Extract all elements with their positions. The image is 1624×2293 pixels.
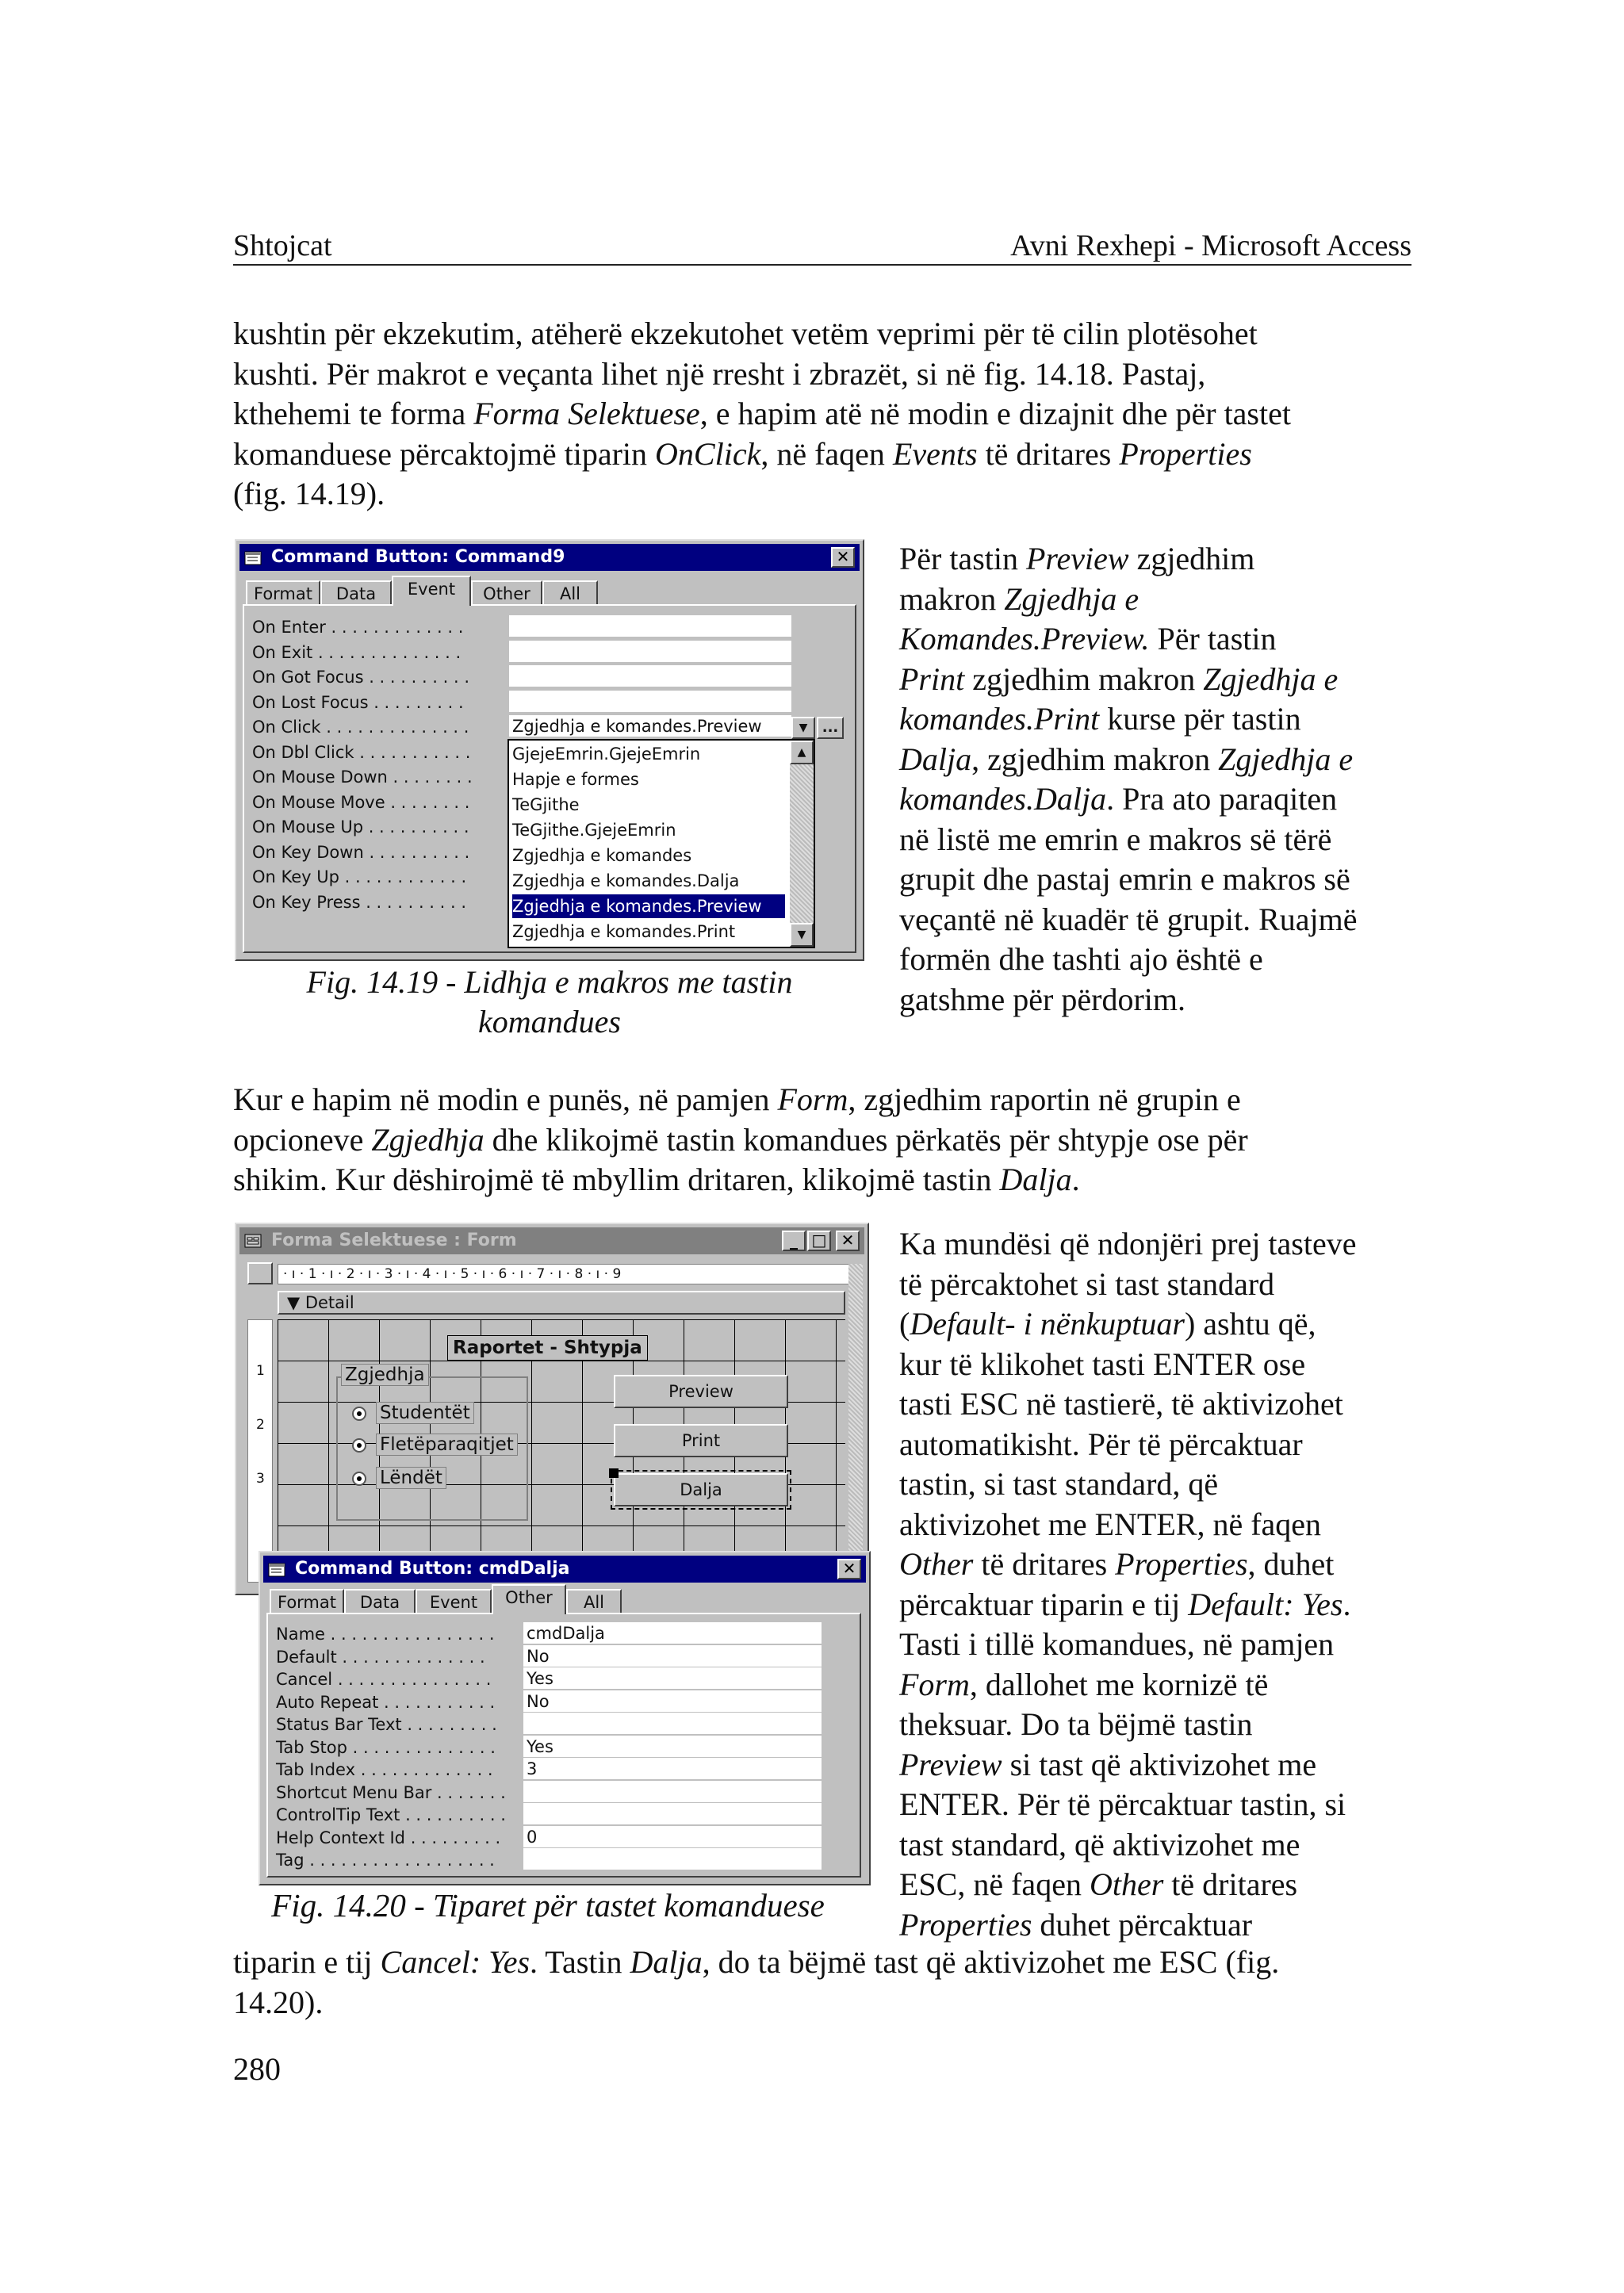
text-line: ESC, në faqen Other të dritares xyxy=(899,1866,1298,1902)
maximize-icon[interactable]: □ xyxy=(807,1231,831,1251)
tab-event[interactable]: Event xyxy=(392,576,471,606)
property-value-field[interactable] xyxy=(523,1713,822,1735)
text-line: 14.20). xyxy=(233,1984,324,2020)
property-row xyxy=(268,1713,855,1736)
design-grid[interactable] xyxy=(278,1319,845,1581)
radio-icon[interactable] xyxy=(352,1438,366,1453)
figure-caption-14-20: Fig. 14.20 - Tiparet për tastet komanduese xyxy=(271,1887,825,1924)
text-line: (fig. 14.19). xyxy=(233,476,385,511)
scroll-up-icon[interactable]: ▲ xyxy=(790,741,814,764)
form-title: Forma Selektuese : Form xyxy=(271,1231,517,1250)
property-value-field[interactable]: Zgjedhja e komandes.Preview xyxy=(509,715,791,737)
property-label: Cancel . . . . . . . . . . . . . . . xyxy=(276,1670,492,1689)
property-row xyxy=(244,715,847,739)
text-line: Komandes.Preview. Për tastin xyxy=(899,621,1277,657)
property-label: On Key Down . . . . . . . . . . xyxy=(252,842,470,862)
vruler-mark: 2 xyxy=(256,1417,265,1433)
property-row xyxy=(244,615,847,639)
property-value-field[interactable] xyxy=(509,615,791,637)
properties-dialog-command9 xyxy=(235,539,864,961)
text-line: kthehemi te forma Forma Selektuese, e hapim atë në modin e dizajnit dhe për tastet xyxy=(233,396,1291,431)
dropdown-item[interactable]: TeGjithe xyxy=(512,795,580,814)
option-label[interactable]: Lëndët xyxy=(376,1467,446,1489)
text-line: komandes.Print kurse për tastin xyxy=(899,701,1301,737)
property-value-field[interactable]: Yes xyxy=(523,1736,822,1758)
properties-dialog-cmddalja xyxy=(259,1551,871,1885)
text-line: përcaktuar tiparin e tij Default: Yes. xyxy=(899,1586,1351,1622)
dropdown-item[interactable]: Zgjedhja e komandes.Dalja xyxy=(512,871,740,890)
radio-icon[interactable] xyxy=(352,1472,366,1486)
properties-icon xyxy=(244,549,262,565)
dropdown-item[interactable]: GjejeEmrin.GjejeEmrin xyxy=(512,745,701,764)
dropdown-item-selected[interactable]: Zgjedhja e komandes.Preview xyxy=(512,894,785,918)
builder-button[interactable]: ... xyxy=(817,717,844,739)
property-value-field[interactable] xyxy=(509,665,791,687)
property-row xyxy=(268,1803,855,1827)
property-value-field[interactable] xyxy=(523,1781,822,1803)
property-sheet xyxy=(266,1613,861,1878)
section-arrow-icon: ▼ xyxy=(287,1293,305,1312)
figure-caption-14-19 xyxy=(235,963,864,1042)
property-label: ControlTip Text . . . . . . . . . . xyxy=(276,1805,506,1824)
dialog-titlebar[interactable] xyxy=(263,1556,866,1583)
section-label: Detail xyxy=(304,1293,354,1312)
property-value-field[interactable]: No xyxy=(523,1645,822,1667)
minimize-icon[interactable]: _ xyxy=(782,1231,806,1251)
property-label: On Dbl Click . . . . . . . . . . . xyxy=(252,742,471,762)
heading-label[interactable]: Raportet - Shtypja xyxy=(447,1335,648,1361)
running-header-left: Shtojcat xyxy=(233,229,332,262)
text-line: theksuar. Do ta bëjmë tastin xyxy=(899,1706,1253,1742)
caption-line: Fig. 14.19 - Lidhja e makros me tastin xyxy=(306,964,793,1000)
property-label: Name . . . . . . . . . . . . . . . . xyxy=(276,1625,495,1644)
property-row xyxy=(268,1848,855,1872)
property-row xyxy=(268,1667,855,1691)
property-label: On Lost Focus . . . . . . . . . xyxy=(252,692,464,712)
right-paragraph-2 xyxy=(899,1224,1356,1945)
tab-data[interactable]: Data xyxy=(344,1589,416,1614)
property-label: On Exit . . . . . . . . . . . . . . xyxy=(252,642,462,662)
option-label[interactable]: Studentët xyxy=(376,1402,474,1424)
property-row xyxy=(268,1758,855,1782)
text-line: formën dhe tashti ajo është e xyxy=(899,941,1263,977)
middle-paragraph xyxy=(233,1080,1248,1200)
text-line: në listë me emrin e makros së tërë xyxy=(899,821,1332,857)
text-line: opcioneve Zgjedhja dhe klikojmë tastin komandues përkatës për shtypje ose për xyxy=(233,1121,1248,1158)
property-value-field[interactable]: No xyxy=(523,1690,822,1713)
text-line: komandes.Dalja. Pra ato paraqiten xyxy=(899,781,1338,817)
dalja-button[interactable]: Dalja xyxy=(614,1473,788,1506)
text-line: Other të dritares Properties, duhet xyxy=(899,1546,1335,1582)
property-label: On Mouse Up . . . . . . . . . . xyxy=(252,817,469,836)
text-line: gatshme për përdorim. xyxy=(899,981,1185,1017)
text-line: kushti. Për makrot e veçanta lihet një rresht i zbrazët, si në fig. 14.18. Pastaj, xyxy=(233,355,1206,392)
property-value-field[interactable]: 0 xyxy=(523,1826,822,1848)
text-line: aktivizohet me ENTER, në faqen xyxy=(899,1506,1322,1542)
text-line: shikim. Kur dëshirojmë të mbyllim dritaren, klikojmë tastin Dalja. xyxy=(233,1162,1080,1197)
property-label: On Key Up . . . . . . . . . . . . xyxy=(252,867,467,886)
final-paragraph xyxy=(233,1943,1279,2023)
property-label: On Enter . . . . . . . . . . . . . xyxy=(252,618,464,637)
text-line: tast standard, që aktivizohet me xyxy=(899,1826,1300,1862)
property-label: Shortcut Menu Bar . . . . . . . xyxy=(276,1782,506,1802)
property-value-field[interactable]: cmdDalja xyxy=(523,1622,822,1644)
option-label[interactable]: Fletëparaqitjet xyxy=(376,1434,518,1456)
radio-icon[interactable] xyxy=(352,1407,366,1421)
intro-paragraph xyxy=(233,314,1291,515)
tab-data[interactable]: Data xyxy=(320,580,392,606)
selection-handle[interactable] xyxy=(609,1468,619,1478)
property-label: Default . . . . . . . . . . . . . . xyxy=(276,1647,485,1667)
property-label: On Key Press . . . . . . . . . . xyxy=(252,892,467,912)
tab-format[interactable]: Format xyxy=(246,580,320,606)
text-line: kur të klikohet tasti ENTER ose xyxy=(899,1346,1306,1382)
text-line: automatikisht. Për të përcaktuar xyxy=(899,1426,1303,1462)
tab-all[interactable]: All xyxy=(542,580,598,606)
text-line: komanduese përcaktojmë tiparin OnClick, në faqen Events të dritares Properties xyxy=(233,435,1252,472)
macro-dropdown-list[interactable] xyxy=(508,739,815,948)
property-value-field[interactable] xyxy=(523,1803,822,1825)
group-label[interactable]: Zgjedhja xyxy=(341,1364,429,1386)
vertical-ruler xyxy=(247,1319,273,1583)
detail-section-bar[interactable] xyxy=(278,1291,845,1315)
property-value-field[interactable] xyxy=(509,691,791,713)
form-scrollbar[interactable] xyxy=(848,1264,863,1581)
text-line: Dalja, zgjedhim makron Zgjedhja e xyxy=(899,741,1354,777)
vruler-mark: 3 xyxy=(256,1471,265,1487)
text-line: kushtin për ekzekutim, atëherë ekzekutohet vetëm veprimi për të cilin plotësohet xyxy=(233,316,1258,351)
text-line: Form, dallohet me kornizë të xyxy=(899,1666,1269,1702)
property-label: Tab Stop . . . . . . . . . . . . . . xyxy=(276,1737,496,1757)
property-row xyxy=(268,1736,855,1759)
dialog-titlebar[interactable] xyxy=(239,544,860,571)
property-row xyxy=(268,1645,855,1669)
property-value-field[interactable] xyxy=(509,641,791,663)
text-line: tiparin e tij Cancel: Yes. Tastin Dalja, do ta bëjmë tast që aktivizohet me ESC (fig. xyxy=(233,1944,1280,1980)
vruler-mark: 1 xyxy=(256,1363,265,1379)
property-label: On Mouse Down . . . . . . . . xyxy=(252,768,473,787)
header-rule xyxy=(233,264,1411,266)
text-line: Print zgjedhim makron Zgjedhja e xyxy=(899,660,1339,697)
property-label: Help Context Id . . . . . . . . . xyxy=(276,1828,501,1847)
tab-format[interactable]: Format xyxy=(270,1589,344,1614)
property-row xyxy=(268,1690,855,1714)
page-number: 280 xyxy=(233,2051,281,2087)
form-design-window xyxy=(235,1223,869,1595)
close-icon[interactable]: ✕ xyxy=(836,1231,860,1251)
property-row xyxy=(244,641,847,664)
text-line: grupit dhe pastaj emrin e makros së xyxy=(899,861,1350,897)
dialog-title: Command Button: cmdDalja xyxy=(295,1559,570,1579)
tab-other[interactable]: Other xyxy=(492,1584,566,1614)
dialog-title: Command Button: Command9 xyxy=(271,547,565,567)
text-line: Preview si tast që aktivizohet me xyxy=(899,1746,1317,1782)
dropdown-item[interactable]: TeGjithe.GjejeEmrin xyxy=(512,821,676,840)
text-line: Tasti i tillë komandues, në pamjen xyxy=(899,1626,1335,1662)
running-header-right: Avni Rexhepi - Microsoft Access xyxy=(1010,229,1411,262)
print-button[interactable]: Print xyxy=(614,1424,788,1457)
property-row xyxy=(244,691,847,714)
tab-event[interactable]: Event xyxy=(416,1589,492,1614)
property-row xyxy=(268,1781,855,1805)
caption-line: komandues xyxy=(478,1004,621,1039)
property-label: On Click . . . . . . . . . . . . . . xyxy=(252,718,469,737)
property-value-field[interactable]: Yes xyxy=(523,1667,822,1690)
text-line: tasti ESC në tastierë, të aktivizohet xyxy=(899,1386,1343,1422)
property-label: On Got Focus . . . . . . . . . . xyxy=(252,668,470,687)
form-selector[interactable] xyxy=(247,1262,273,1284)
form-icon xyxy=(244,1233,262,1249)
dropdown-item[interactable]: Hapje e formes xyxy=(512,770,639,789)
text-line: tastin, si tast standard, që xyxy=(899,1466,1219,1502)
text-line: Kur e hapim në modin e punës, në pamjen Form, zgjedhim raportin në grupin e xyxy=(233,1081,1241,1117)
text-line: makron Zgjedhja e xyxy=(899,580,1139,617)
preview-button[interactable]: Preview xyxy=(614,1375,788,1408)
property-row xyxy=(244,665,847,689)
text-line: Ka mundësi që ndonjëri prej tasteve xyxy=(899,1226,1357,1261)
close-icon[interactable]: ✕ xyxy=(837,1559,861,1579)
dropdown-scrollbar[interactable] xyxy=(790,741,814,947)
property-row xyxy=(268,1826,855,1850)
property-label: Status Bar Text . . . . . . . . . xyxy=(276,1715,497,1734)
tab-all[interactable]: All xyxy=(566,1589,622,1614)
tab-other[interactable]: Other xyxy=(471,580,542,606)
property-label: Tag . . . . . . . . . . . . . . . . . . xyxy=(276,1851,495,1870)
form-titlebar[interactable] xyxy=(239,1227,864,1254)
property-value-field[interactable]: 3 xyxy=(523,1758,822,1780)
properties-icon xyxy=(268,1561,285,1577)
horizontal-ruler: · ı · 1 · ı · 2 · ı · 3 · ı · 4 · ı · 5 · ı · 6 · ı · 7 · ı · 8 · ı · 9 xyxy=(278,1264,852,1284)
text-line: veçantë në kuadër të grupit. Ruajmë xyxy=(899,901,1358,937)
text-line: ENTER. Për të përcaktuar tastin, si xyxy=(899,1786,1346,1822)
close-icon[interactable]: ✕ xyxy=(831,547,855,568)
text-line: Properties duhet përcaktuar xyxy=(899,1906,1253,1943)
text-line: Për tastin Preview zgjedhim xyxy=(899,541,1255,576)
dropdown-arrow-icon[interactable]: ▼ xyxy=(791,717,815,739)
dropdown-item[interactable]: Zgjedhja e komandes xyxy=(512,846,692,865)
property-label: Auto Repeat . . . . . . . . . . . xyxy=(276,1692,496,1712)
property-row xyxy=(268,1622,855,1646)
scroll-down-icon[interactable]: ▼ xyxy=(790,923,814,947)
text-line: të përcaktohet si tast standard xyxy=(899,1265,1275,1302)
property-label: Tab Index . . . . . . . . . . . . . xyxy=(276,1760,493,1779)
property-value-field[interactable] xyxy=(523,1848,822,1870)
property-label: On Mouse Move . . . . . . . . xyxy=(252,792,470,812)
right-paragraph-1 xyxy=(899,539,1358,1020)
text-line: (Default- i nënkuptuar) ashtu që, xyxy=(899,1306,1316,1342)
dropdown-item[interactable]: Zgjedhja e komandes.Print xyxy=(512,922,736,941)
